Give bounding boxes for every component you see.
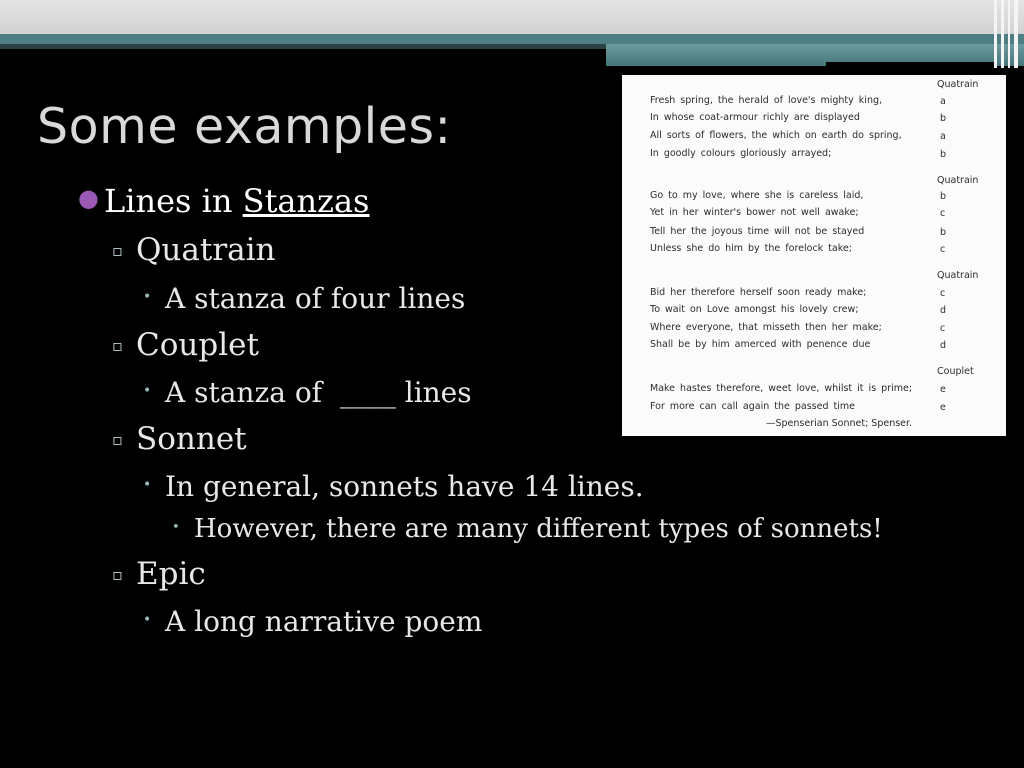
banner-teal-band bbox=[0, 34, 1024, 44]
outline-item-quatrain-def bbox=[143, 282, 466, 315]
poem-line: In goodly colours gloriously arrayed; bbox=[650, 148, 832, 159]
bullet-dot-icon: • bbox=[143, 289, 152, 305]
spenserian-sonnet-image bbox=[622, 75, 1006, 436]
poem-line: Tell her the joyous time will not be stayed bbox=[650, 226, 865, 237]
bullet-dot-icon: ● bbox=[78, 184, 99, 212]
banner-stripe bbox=[994, 0, 997, 68]
rhyme-letter: e bbox=[940, 402, 946, 413]
poem-line: In whose coat-armour richly are displayed bbox=[650, 112, 860, 123]
poem-line: Where everyone, that misseth then her make; bbox=[650, 322, 882, 333]
stanza-heading: Quatrain bbox=[937, 270, 979, 281]
outline-item-sonnet bbox=[112, 421, 247, 457]
outline-item-epic bbox=[112, 556, 206, 592]
slide-title: Some examples: bbox=[37, 98, 452, 155]
outline-item-lines-in-stanzas bbox=[78, 182, 370, 220]
banner-stripe bbox=[1008, 0, 1010, 68]
poem-line: Bid her therefore herself soon ready make; bbox=[650, 287, 867, 298]
outline-text: Couplet bbox=[136, 327, 259, 363]
rhyme-letter: c bbox=[940, 288, 946, 299]
bullet-dot-icon: • bbox=[143, 477, 152, 493]
outline-text: A stanza of ____ lines bbox=[165, 376, 472, 409]
banner-stripe bbox=[1014, 0, 1018, 68]
poem-line: Fresh spring, the herald of love's mighty king, bbox=[650, 95, 883, 106]
poem-line: Go to my love, where she is careless laid, bbox=[650, 190, 864, 201]
bullet-dot-icon: • bbox=[143, 612, 152, 628]
bullet-square-icon: ▫ bbox=[112, 565, 123, 584]
outline-item-epic-def bbox=[143, 605, 483, 638]
outline-text: In general, sonnets have 14 lines. bbox=[165, 470, 644, 503]
outline-item-sonnet-note bbox=[172, 514, 883, 544]
rhyme-letter: b bbox=[940, 113, 947, 124]
outline-item-couplet-def bbox=[143, 376, 472, 409]
rhyme-letter: c bbox=[940, 208, 946, 219]
rhyme-letter: b bbox=[940, 149, 947, 160]
banner-grey-band bbox=[0, 0, 1024, 34]
poem-line: For more can call again the passed time bbox=[650, 401, 855, 412]
rhyme-letter: b bbox=[940, 191, 947, 202]
outline-text: However, there are many different types of sonnets! bbox=[194, 514, 883, 544]
poem-line: To wait on Love amongst his lovely crew; bbox=[650, 304, 859, 315]
bullet-dot-icon: • bbox=[143, 383, 152, 399]
poem-citation: —Spenserian Sonnet; Spenser. bbox=[766, 418, 913, 429]
poem-line: Make hastes therefore, weet love, whilst it is prime; bbox=[650, 383, 913, 394]
stanza-heading: Quatrain bbox=[937, 79, 979, 90]
outline-text: Sonnet bbox=[136, 421, 247, 457]
top-banner bbox=[0, 0, 1024, 70]
bullet-square-icon: ▫ bbox=[112, 430, 123, 449]
banner-black-band bbox=[0, 49, 604, 53]
stanzas-link[interactable]: Stanzas bbox=[242, 182, 370, 220]
rhyme-letter: a bbox=[940, 96, 946, 107]
stanza-heading: Couplet bbox=[937, 366, 974, 377]
rhyme-letter: b bbox=[940, 227, 947, 238]
outline-item-quatrain bbox=[112, 232, 276, 268]
rhyme-letter: c bbox=[940, 244, 946, 255]
outline-text: A long narrative poem bbox=[165, 605, 483, 638]
rhyme-letter: a bbox=[940, 131, 946, 142]
outline-item-sonnet-def bbox=[143, 470, 644, 503]
rhyme-letter: c bbox=[940, 323, 946, 334]
bullet-square-icon: ▫ bbox=[112, 241, 123, 260]
stanza-heading: Quatrain bbox=[937, 175, 979, 186]
outline-text: A stanza of four lines bbox=[165, 282, 466, 315]
poem-line: All sorts of flowers, the which on earth do spring, bbox=[650, 130, 902, 141]
poem-line: Yet in her winter's bower not well awake; bbox=[650, 207, 859, 218]
bullet-dot-icon: • bbox=[172, 520, 180, 535]
outline-text: Epic bbox=[136, 556, 206, 592]
banner-stripe bbox=[1001, 0, 1004, 68]
bullet-square-icon: ▫ bbox=[112, 336, 123, 355]
poem-line: Unless she do him by the forelock take; bbox=[650, 243, 852, 254]
rhyme-letter: d bbox=[940, 340, 947, 351]
outline-item-couplet bbox=[112, 327, 259, 363]
outline-text: Lines in bbox=[104, 182, 243, 220]
poem-line: Shall be by him amerced with penence due bbox=[650, 339, 871, 350]
rhyme-letter: d bbox=[940, 305, 947, 316]
banner-right-line bbox=[826, 62, 994, 66]
rhyme-letter: e bbox=[940, 384, 946, 395]
outline-text: Quatrain bbox=[136, 232, 276, 268]
